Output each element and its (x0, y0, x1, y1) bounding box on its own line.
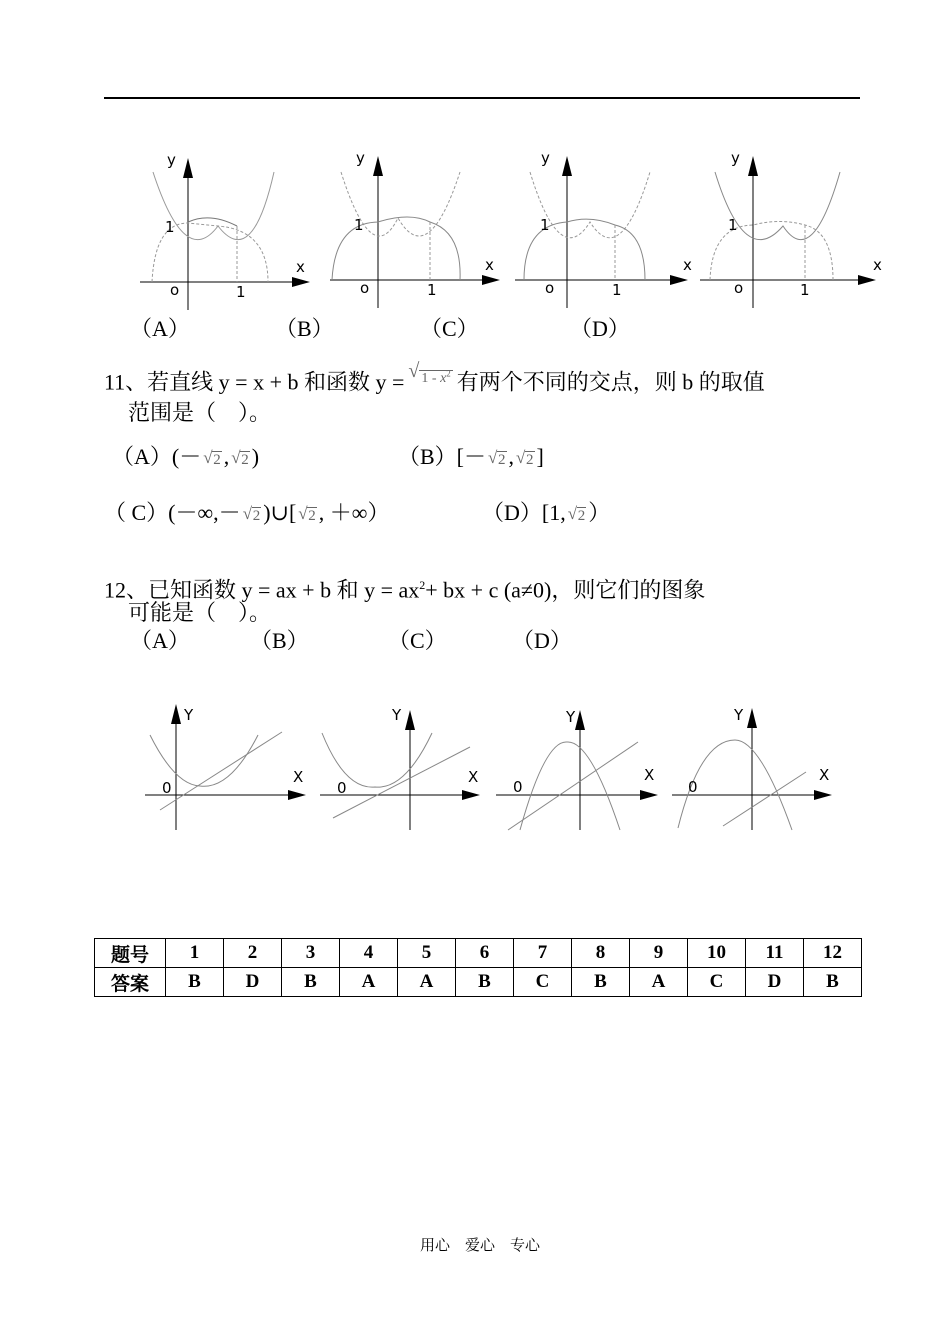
q12-d-y-label: Y (734, 706, 744, 724)
question-number: 8 (572, 939, 630, 968)
q11-radicand-exp: 2 (446, 368, 451, 378)
q12-graph-c (496, 708, 658, 830)
q10-graphs (0, 140, 950, 320)
q10-b-origin: o (360, 279, 370, 297)
q12-a-x-label: X (293, 768, 304, 786)
answer-cell: B (166, 968, 224, 997)
answer-cell: A (340, 968, 398, 997)
q10-graph-a (140, 151, 310, 310)
sqrt-2: √ 2 (516, 447, 535, 473)
q10-b-y-label: y (356, 149, 365, 167)
question-number: 11 (746, 939, 804, 968)
q12-stem-a: 12、已知函数 y = ax + b 和 y = ax (104, 577, 420, 603)
q12-stem-exp: 2 (419, 578, 426, 592)
q12-graph-d (672, 706, 832, 830)
q12-d-x-label: X (819, 766, 830, 784)
q10-option-a: （A） (130, 316, 190, 341)
q10-a-x-label: x (296, 258, 305, 276)
q12-option-d: （D） (512, 628, 572, 653)
sqrt-one-minus-x2 (408, 360, 452, 392)
q12-d-origin: 0 (688, 778, 698, 796)
q10-b-x-label: x (485, 256, 494, 274)
q11-option-d: （D）[1,√ 2 ） (482, 500, 610, 529)
answer-table (94, 938, 862, 997)
q12-option-b: （B） (250, 628, 309, 653)
q12-c-origin: 0 (513, 778, 523, 796)
q10-c-x-label: x (683, 256, 692, 274)
q10-d-origin: o (734, 279, 744, 297)
q11-option-c: （ C）(－∞,－√ 2 )∪[√ 2 , ＋∞） (104, 500, 389, 529)
q11-option-b: （B）[－√ 2 ,√ 2 ] (398, 444, 544, 473)
q10-c-one-y: 1 (540, 216, 550, 234)
answer-cell: B (804, 968, 862, 997)
answer-table-head-label: 题号 (95, 939, 166, 968)
page-footer: 用心 爱心 专心 (420, 1238, 541, 1254)
q11-opt-c-prefix: （ C）(－∞,－ (104, 500, 241, 525)
sqrt-2: √ 2 (231, 447, 250, 473)
answer-cell: B (282, 968, 340, 997)
question-number: 3 (282, 939, 340, 968)
q12-a-y-label: Y (184, 706, 194, 724)
answer-cell: A (630, 968, 688, 997)
q12-option-c: （C） (388, 628, 447, 653)
sqrt-2: √ 2 (488, 447, 507, 473)
answer-cell: A (398, 968, 456, 997)
question-number: 6 (456, 939, 514, 968)
q12-c-y-label: Y (566, 708, 576, 726)
q12-c-x-label: X (644, 766, 655, 784)
q12-stem-b: + bx + c (a≠0)，则它们的图象 (425, 577, 706, 603)
question-number: 9 (630, 939, 688, 968)
answer-table-number-row (95, 939, 862, 968)
q12-b-x-label: X (468, 768, 479, 786)
q11-radicand-a: 1 - (421, 370, 437, 386)
q11-opt-a-prefix: （A）(－ (112, 444, 202, 469)
q10-graph-c (515, 149, 692, 308)
q11-stem-b: 有两个不同的交点，则 b 的取值 (456, 369, 765, 395)
question-number: 2 (224, 939, 282, 968)
answer-cell: D (224, 968, 282, 997)
answer-table-answer-row (95, 968, 862, 997)
answer-cell: C (514, 968, 572, 997)
q10-d-one-x: 1 (800, 281, 810, 299)
q10-a-one-y: 1 (165, 218, 175, 236)
question-number: 5 (398, 939, 456, 968)
q10-a-one-x: 1 (236, 283, 246, 301)
q12-option-a: （A） (130, 628, 190, 653)
q11-stem-line2: 范围是（ ）。 (128, 400, 272, 425)
answer-cell: C (688, 968, 746, 997)
q12-stem-line2: 可能是（ ）。 (128, 600, 272, 625)
q12-stem-line1 (104, 572, 705, 603)
q10-c-y-label: y (541, 149, 550, 167)
q10-b-one-y: 1 (354, 216, 364, 234)
sqrt-2: √ 2 (568, 503, 587, 529)
q10-d-x-label: x (873, 256, 882, 274)
sqrt-2: √ 2 (243, 503, 262, 529)
answer-cell: B (572, 968, 630, 997)
q12-a-origin: 0 (162, 779, 172, 797)
q11-stem-line1 (104, 360, 765, 396)
header-rule (104, 97, 860, 99)
q10-d-one-y: 1 (728, 216, 738, 234)
q12-graph-b (320, 706, 480, 830)
question-number: 10 (688, 939, 746, 968)
question-number: 4 (340, 939, 398, 968)
q10-option-d: （D） (570, 316, 630, 341)
q10-c-one-x: 1 (612, 281, 622, 299)
q10-option-b: （B） (275, 316, 334, 341)
q12-b-origin: 0 (337, 779, 347, 797)
q11-opt-d-prefix: （D）[1, (482, 500, 566, 525)
question-number: 1 (166, 939, 224, 968)
sqrt-2: √ 2 (298, 503, 317, 529)
q10-c-origin: o (545, 279, 555, 297)
q12-graphs (0, 690, 950, 840)
q11-option-a: （A）(－√ 2 ,√ 2 ) (112, 444, 259, 473)
q10-graph-d (700, 149, 882, 308)
q10-graph-b (330, 149, 500, 308)
q10-a-origin: o (170, 281, 180, 299)
answer-cell: D (746, 968, 804, 997)
q10-option-c: （C） (420, 316, 479, 341)
q12-graph-a (145, 704, 306, 830)
sqrt-2: √ 2 (203, 447, 222, 473)
q11-stem-a: 11、若直线 y = x + b 和函数 y = (104, 369, 405, 395)
q12-b-y-label: Y (392, 706, 402, 724)
q10-d-y-label: y (731, 149, 740, 167)
question-number: 7 (514, 939, 572, 968)
q10-b-one-x: 1 (427, 281, 437, 299)
answer-table-answer-label: 答案 (95, 968, 166, 997)
question-number: 12 (804, 939, 862, 968)
q10-a-y-label: y (167, 151, 176, 169)
q11-radicand-x: x (440, 370, 447, 386)
q11-opt-b-prefix: （B）[－ (398, 444, 487, 469)
answer-cell: B (456, 968, 514, 997)
